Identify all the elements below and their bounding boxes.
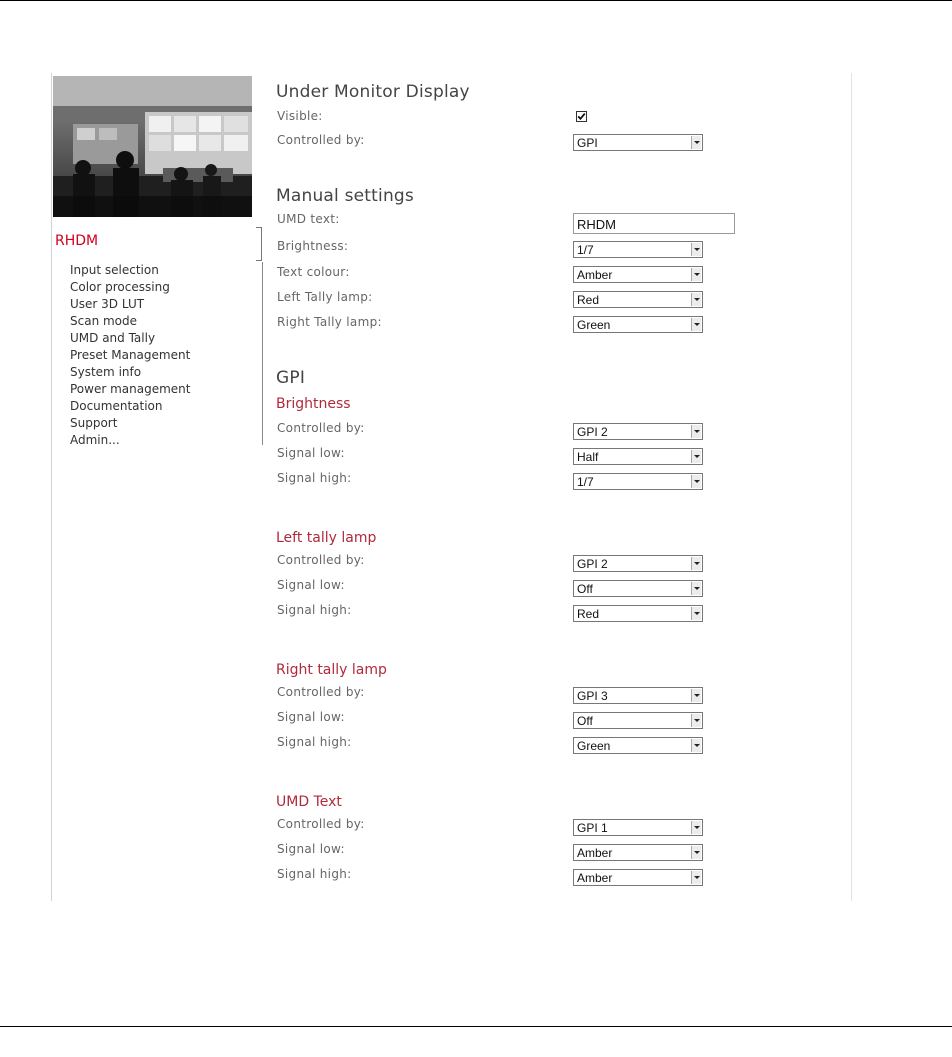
- gpi-right-tally-title: Right tally lamp: [276, 662, 387, 678]
- chevron-down-icon: [691, 268, 701, 281]
- right-tally-label: Right Tally lamp:: [277, 315, 382, 329]
- gpi-brightness-high-value: 1/7: [577, 475, 594, 489]
- nav-item-user-3d-lut[interactable]: User 3D LUT: [70, 297, 145, 311]
- gpi-right-tally-low-value: Off: [577, 714, 593, 728]
- nav-item-preset-management[interactable]: Preset Management: [70, 348, 191, 362]
- gpi-umd-text-controlled-select[interactable]: [573, 819, 703, 836]
- umd-section-title: Under Monitor Display: [276, 82, 470, 102]
- gpi-brightness-controlled-value: GPI 2: [577, 425, 608, 439]
- gpi-left-tally-controlled-label: Controlled by:: [277, 553, 365, 567]
- left-tally-value: Red: [577, 293, 600, 307]
- control-room-photo: [53, 76, 252, 217]
- chevron-down-icon: [691, 318, 701, 331]
- text-colour-label: Text colour:: [277, 265, 350, 279]
- nav-item-power-management[interactable]: Power management: [70, 382, 191, 396]
- gpi-right-tally-high-value: Green: [577, 739, 611, 753]
- gpi-umd-text-high-value: Amber: [577, 871, 613, 885]
- gpi-left-tally-controlled-value: GPI 2: [577, 557, 608, 571]
- sidebar-nav: [70, 262, 190, 449]
- gpi-brightness-controlled-select[interactable]: [573, 423, 703, 440]
- gpi-umd-text-high-select[interactable]: [573, 869, 703, 886]
- gpi-umd-text-controlled-label: Controlled by:: [277, 817, 365, 831]
- gpi-umd-text-low-value: Amber: [577, 846, 613, 860]
- brightness-label: Brightness:: [277, 239, 349, 253]
- gpi-right-tally-high-label: Signal high:: [277, 735, 352, 749]
- brand-title: RHDM: [55, 233, 99, 249]
- left-tally-label: Left Tally lamp:: [277, 290, 373, 304]
- chevron-down-icon: [691, 425, 701, 438]
- check-icon: [577, 112, 586, 121]
- gpi-umd-text-controlled-value: GPI 1: [577, 821, 608, 835]
- nav-item-system-info[interactable]: System info: [70, 365, 142, 379]
- chevron-down-icon: [691, 689, 701, 702]
- chevron-down-icon: [691, 846, 701, 859]
- chevron-down-icon: [691, 557, 701, 570]
- gpi-right-tally-controlled-label: Controlled by:: [277, 685, 365, 699]
- gpi-brightness-high-select[interactable]: [573, 473, 703, 490]
- chevron-down-icon: [691, 871, 701, 884]
- umd-controlled-label: Controlled by:: [277, 133, 365, 147]
- chevron-down-icon: [691, 136, 701, 149]
- nav-item-support[interactable]: Support: [70, 416, 118, 430]
- nav-item-documentation[interactable]: Documentation: [70, 399, 163, 413]
- gpi-left-tally-low-value: Off: [577, 582, 593, 596]
- umd-controlled-value: GPI: [577, 136, 598, 150]
- nav-item-umd-and-tally[interactable]: UMD and Tally: [70, 331, 156, 345]
- chevron-down-icon: [691, 450, 701, 463]
- left-tally-select[interactable]: [573, 291, 703, 308]
- chevron-down-icon: [691, 821, 701, 834]
- gpi-umd-text-title: UMD Text: [276, 794, 342, 810]
- nav-item-admin[interactable]: Admin...: [70, 433, 120, 447]
- manual-section-title: Manual settings: [276, 186, 414, 206]
- gpi-umd-text-high-label: Signal high:: [277, 867, 352, 881]
- right-tally-value: Green: [577, 318, 611, 332]
- gpi-umd-text-low-label: Signal low:: [277, 842, 345, 856]
- gpi-section-title: GPI: [276, 368, 306, 388]
- gpi-left-tally-controlled-select[interactable]: [573, 555, 703, 572]
- text-colour-value: Amber: [577, 268, 613, 282]
- nav-divider: [262, 262, 263, 445]
- gpi-left-tally-high-label: Signal high:: [277, 603, 352, 617]
- chevron-down-icon: [691, 243, 701, 256]
- umd-text-label: UMD text:: [277, 212, 340, 226]
- visible-checkbox[interactable]: [576, 111, 587, 122]
- gpi-right-tally-controlled-value: GPI 3: [577, 689, 608, 703]
- gpi-right-tally-high-select[interactable]: [573, 737, 703, 754]
- gpi-right-tally-low-select[interactable]: [573, 712, 703, 729]
- chevron-down-icon: [691, 739, 701, 752]
- gpi-brightness-low-select[interactable]: [573, 448, 703, 465]
- nav-item-color-processing[interactable]: Color processing: [70, 280, 170, 294]
- gpi-brightness-controlled-label: Controlled by:: [277, 421, 365, 435]
- chevron-down-icon: [691, 582, 701, 595]
- brightness-value: 1/7: [577, 243, 594, 257]
- chevron-down-icon: [691, 607, 701, 620]
- gpi-left-tally-high-value: Red: [577, 607, 600, 621]
- chevron-down-icon: [691, 714, 701, 727]
- visible-label: Visible:: [277, 109, 323, 123]
- chevron-down-icon: [691, 475, 701, 488]
- gpi-brightness-low-label: Signal low:: [277, 446, 345, 460]
- gpi-brightness-high-label: Signal high:: [277, 471, 352, 485]
- nav-item-scan-mode[interactable]: Scan mode: [70, 314, 138, 328]
- umd-text-input[interactable]: RHDM: [573, 213, 735, 234]
- gpi-umd-text-low-select[interactable]: [573, 844, 703, 861]
- bottom-rule: [0, 1026, 952, 1027]
- gpi-left-tally-low-select[interactable]: [573, 580, 703, 597]
- gpi-right-tally-controlled-select[interactable]: [573, 687, 703, 704]
- gpi-brightness-low-value: Half: [577, 450, 599, 464]
- nav-item-input-selection[interactable]: Input selection: [70, 263, 159, 277]
- gpi-left-tally-high-select[interactable]: [573, 605, 703, 622]
- gpi-left-tally-title: Left tally lamp: [276, 530, 377, 546]
- gpi-brightness-title: Brightness: [276, 396, 351, 412]
- umd-controlled-select[interactable]: [573, 134, 703, 151]
- nav-bracket: [256, 227, 262, 261]
- right-tally-select[interactable]: [573, 316, 703, 333]
- chevron-down-icon: [691, 293, 701, 306]
- gpi-left-tally-low-label: Signal low:: [277, 578, 345, 592]
- gpi-right-tally-low-label: Signal low:: [277, 710, 345, 724]
- brightness-select[interactable]: [573, 241, 703, 258]
- text-colour-select[interactable]: [573, 266, 703, 283]
- top-rule: [0, 0, 952, 1]
